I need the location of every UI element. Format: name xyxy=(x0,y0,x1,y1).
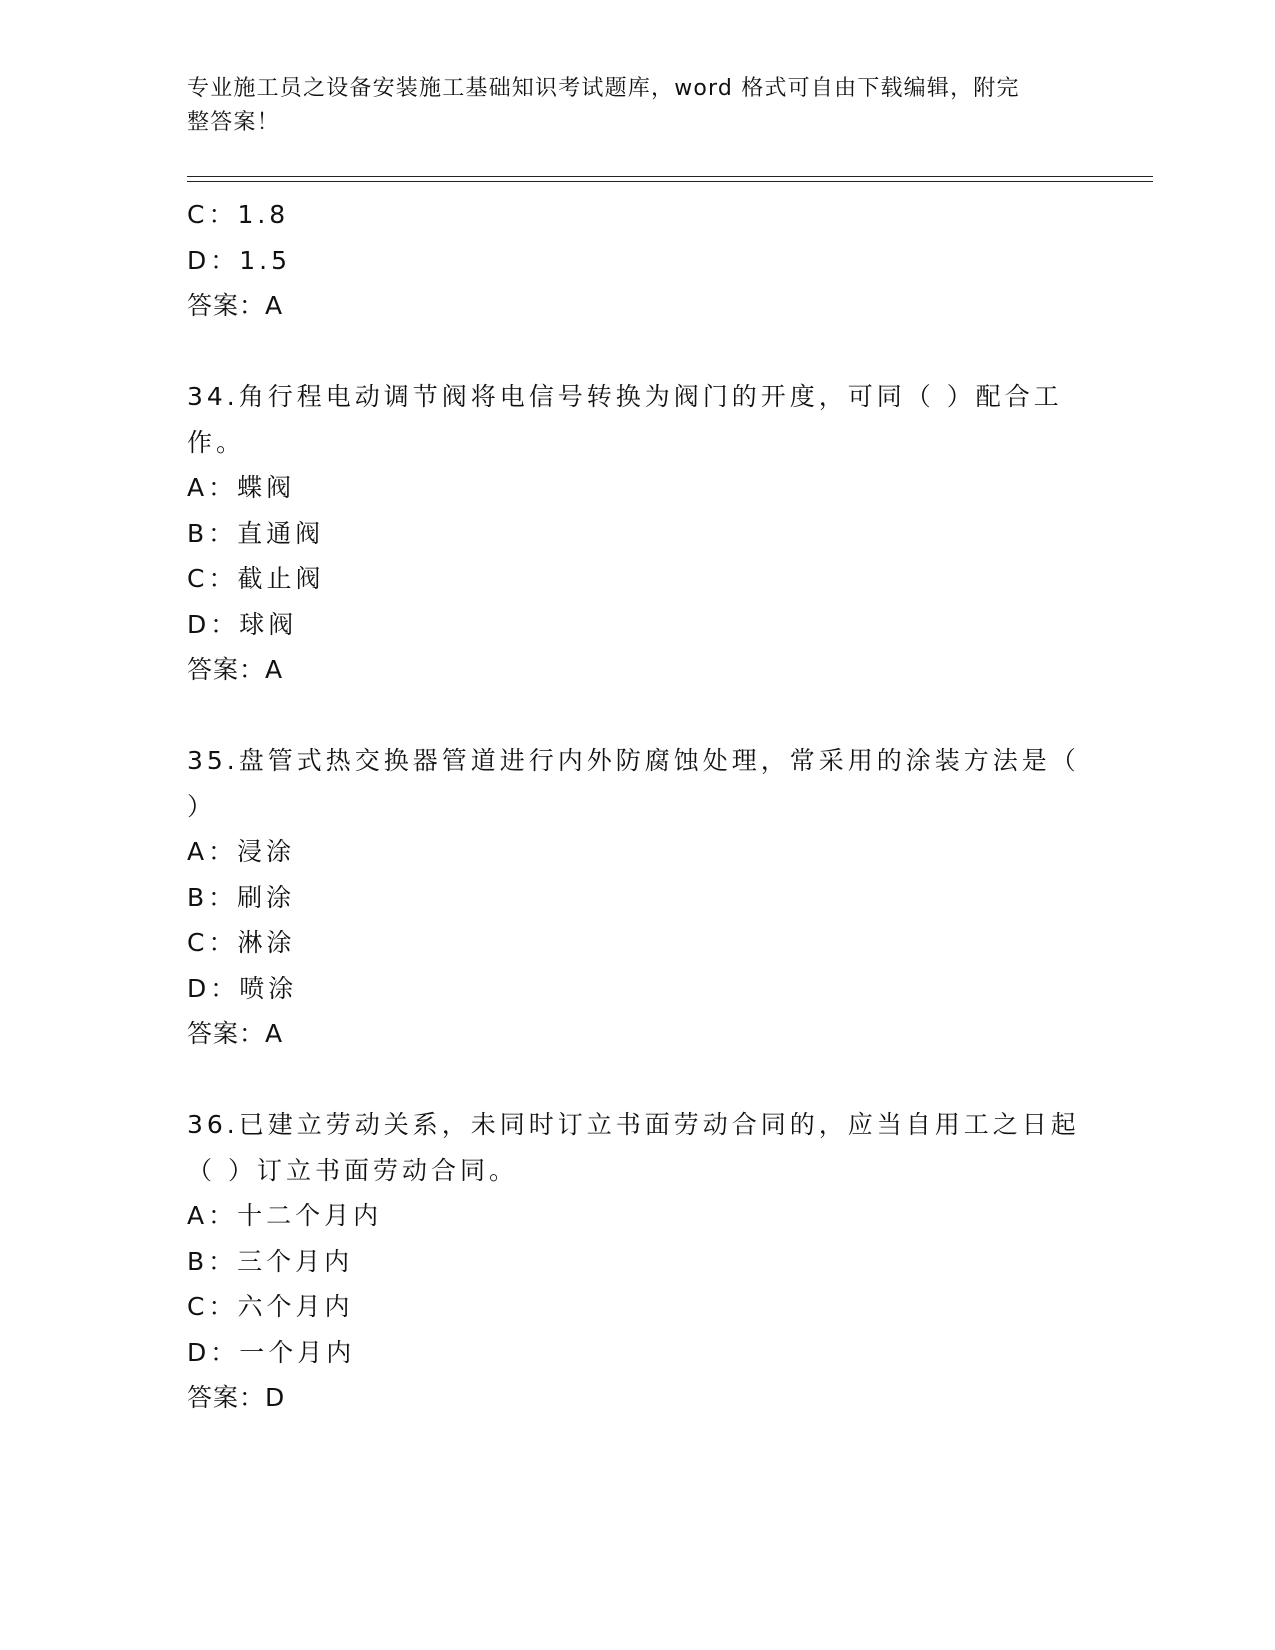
question-content xyxy=(187,192,1087,1421)
header-title-line-1: 专业施工员之设备安装施工基础知识考试题库，word 格式可自由下载编辑，附完 xyxy=(187,76,1020,101)
question-34-option-a: A：蝶阀 xyxy=(187,473,296,502)
question-35-option-b: B：刷涂 xyxy=(187,882,296,912)
question-34-answer: 答案：A xyxy=(187,655,284,684)
header-divider-bottom xyxy=(187,181,1153,182)
question-35-text-line-2: ） xyxy=(187,791,217,821)
question-36-option-d: D：一个月内 xyxy=(187,1337,356,1367)
header-divider-top xyxy=(187,176,1153,177)
question-36-option-a: A：十二个月内 xyxy=(187,1201,383,1230)
question-34-option-c: C：截止阀 xyxy=(187,564,325,593)
spacer xyxy=(187,693,1087,739)
question-34-text-line-2: 作。 xyxy=(187,427,246,457)
header-title-line-2: 整答案！ xyxy=(187,110,280,135)
question-36-text-line-2: （ ）订立书面劳动合同。 xyxy=(187,1155,518,1185)
question-35-option-c: C：淋涂 xyxy=(187,928,296,957)
question-35-answer: 答案：A xyxy=(187,1019,284,1048)
question-35-text-line-1: 35.盘管式热交换器管道进行内外防腐蚀处理，常采用的涂装方法是（ xyxy=(187,746,1080,775)
question-35-option-d: D：喷涂 xyxy=(187,973,298,1003)
answer-line: 答案：A xyxy=(187,291,284,320)
question-36-text-line-1: 36.已建立劳动关系，未同时订立书面劳动合同的，应当自用工之日起 xyxy=(187,1110,1080,1139)
spacer xyxy=(187,1057,1087,1103)
option-d: D：1.5 xyxy=(187,245,292,275)
option-c: C：1.8 xyxy=(187,200,290,229)
question-36-option-c: C：六个月内 xyxy=(187,1292,354,1321)
question-36-option-b: B：三个月内 xyxy=(187,1246,354,1276)
question-36-answer: 答案：D xyxy=(187,1383,286,1412)
question-34-text-line-1: 34.角行程电动调节阀将电信号转换为阀门的开度，可同（ ）配合工 xyxy=(187,382,1063,411)
question-34-option-d: D：球阀 xyxy=(187,609,298,639)
question-35-option-a: A：浸涂 xyxy=(187,837,296,866)
spacer xyxy=(187,329,1087,375)
document-header xyxy=(187,72,1067,140)
question-34-option-b: B：直通阀 xyxy=(187,518,325,548)
